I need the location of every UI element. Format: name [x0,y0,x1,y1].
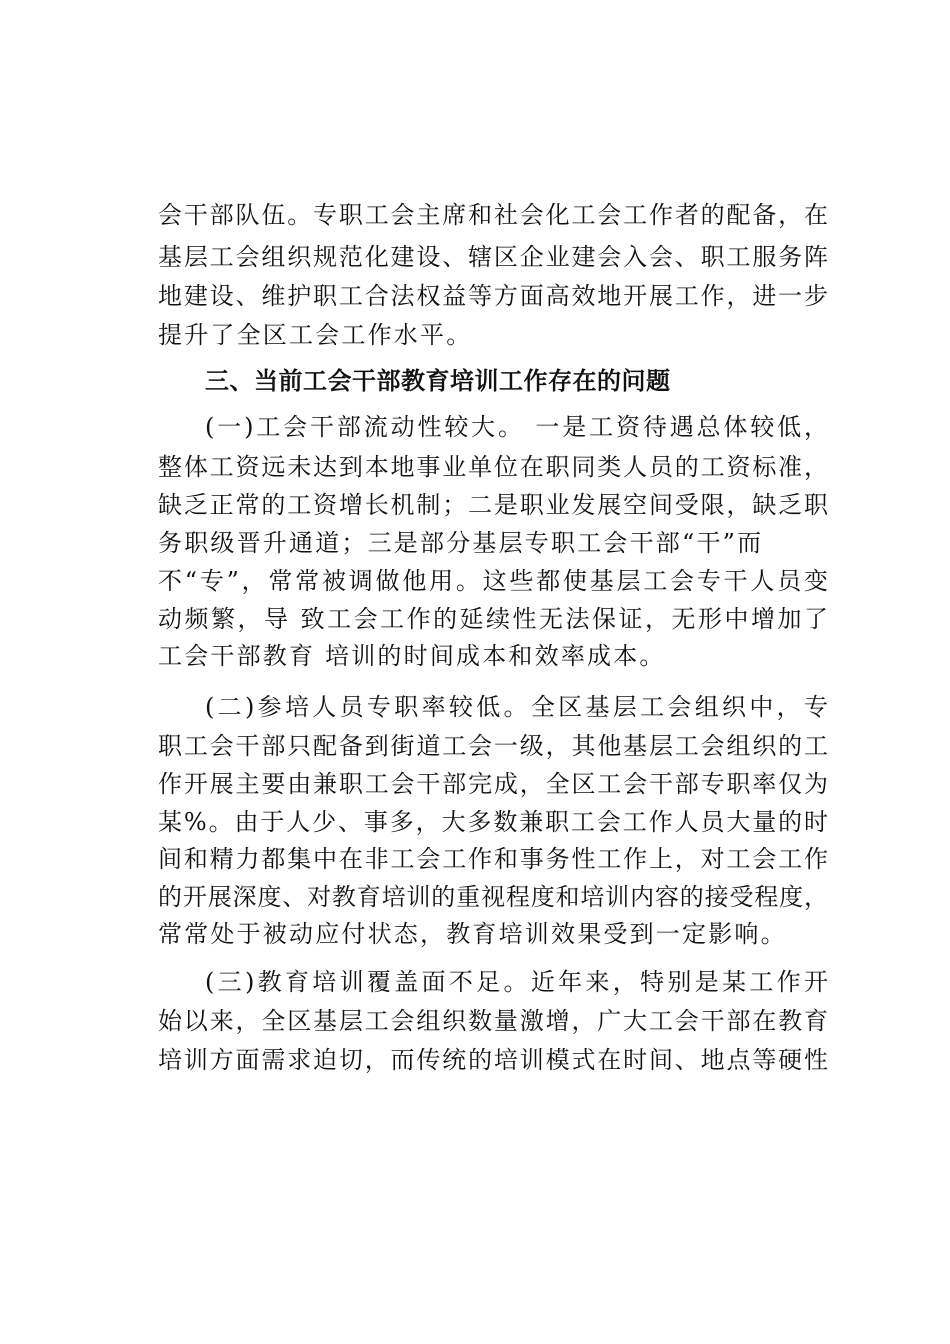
text-line: 动频繁，导 致工会工作的延续性无法保证，无形中增加了 [158,605,828,633]
text-line: (二)参培人员专职率较低。全区基层工会组织中，专 [205,693,828,721]
text-line: 间和精力都集中在非工会工作和事务性工作上，对工会工作 [158,845,828,873]
text-line: 的开展深度、对教育培训的重视程度和培训内容的接受程度， [158,883,828,911]
text-line: 地建设、维护职工合法权益等方面高效地开展工作，进一步 [158,282,828,310]
text-line: 培训方面需求迫切，而传统的培训模式在时间、地点等硬性 [158,1046,828,1074]
text-line: 常常处于被动应付状态，教育培训效果受到一定影响。 [158,920,787,948]
text-line: 始以来，全区基层工会组织数量激增，广大工会干部在教育 [158,1007,828,1035]
text-line: 基层工会组织规范化建设、辖区企业建会入会、职工服务阵 [158,243,828,271]
text-line: (一)工会干部流动性较大。 一是工资待遇总体较低， [205,413,828,441]
text-line: 整体工资远未达到本地事业单位在职同类人员的工资标准， [158,453,828,481]
section-heading: 三、当前工会干部教育培训工作存在的问题 [205,367,671,395]
text-line: 工会干部教育 培训的时间成本和效率成本。 [158,642,666,670]
text-line: 职工会干部只配备到街道工会一级，其他基层工会组织的工 [158,732,828,760]
text-line: 提升了全区工会工作水平。 [158,321,473,349]
text-line: (三)教育培训覆盖面不足。近年来，特别是某工作开 [205,968,828,996]
text-line: 务职级晋升通道；三是部分基层专职工会干部“干”而 [158,529,764,557]
text-line: 某%。由于人少、事多，大多数兼职工会工作人员大量的时 [158,808,828,836]
text-line: 不“专”，常常被调做他用。这些都使基层工会专干人员变 [158,567,828,595]
text-line: 会干部队伍。专职工会主席和社会化工会工作者的配备，在 [158,201,828,229]
text-line: 缺乏正常的工资增长机制；二是职业发展空间受限，缺乏职 [158,491,828,519]
text-line: 作开展主要由兼职工会干部完成，全区工会干部专职率仅为 [158,770,828,798]
